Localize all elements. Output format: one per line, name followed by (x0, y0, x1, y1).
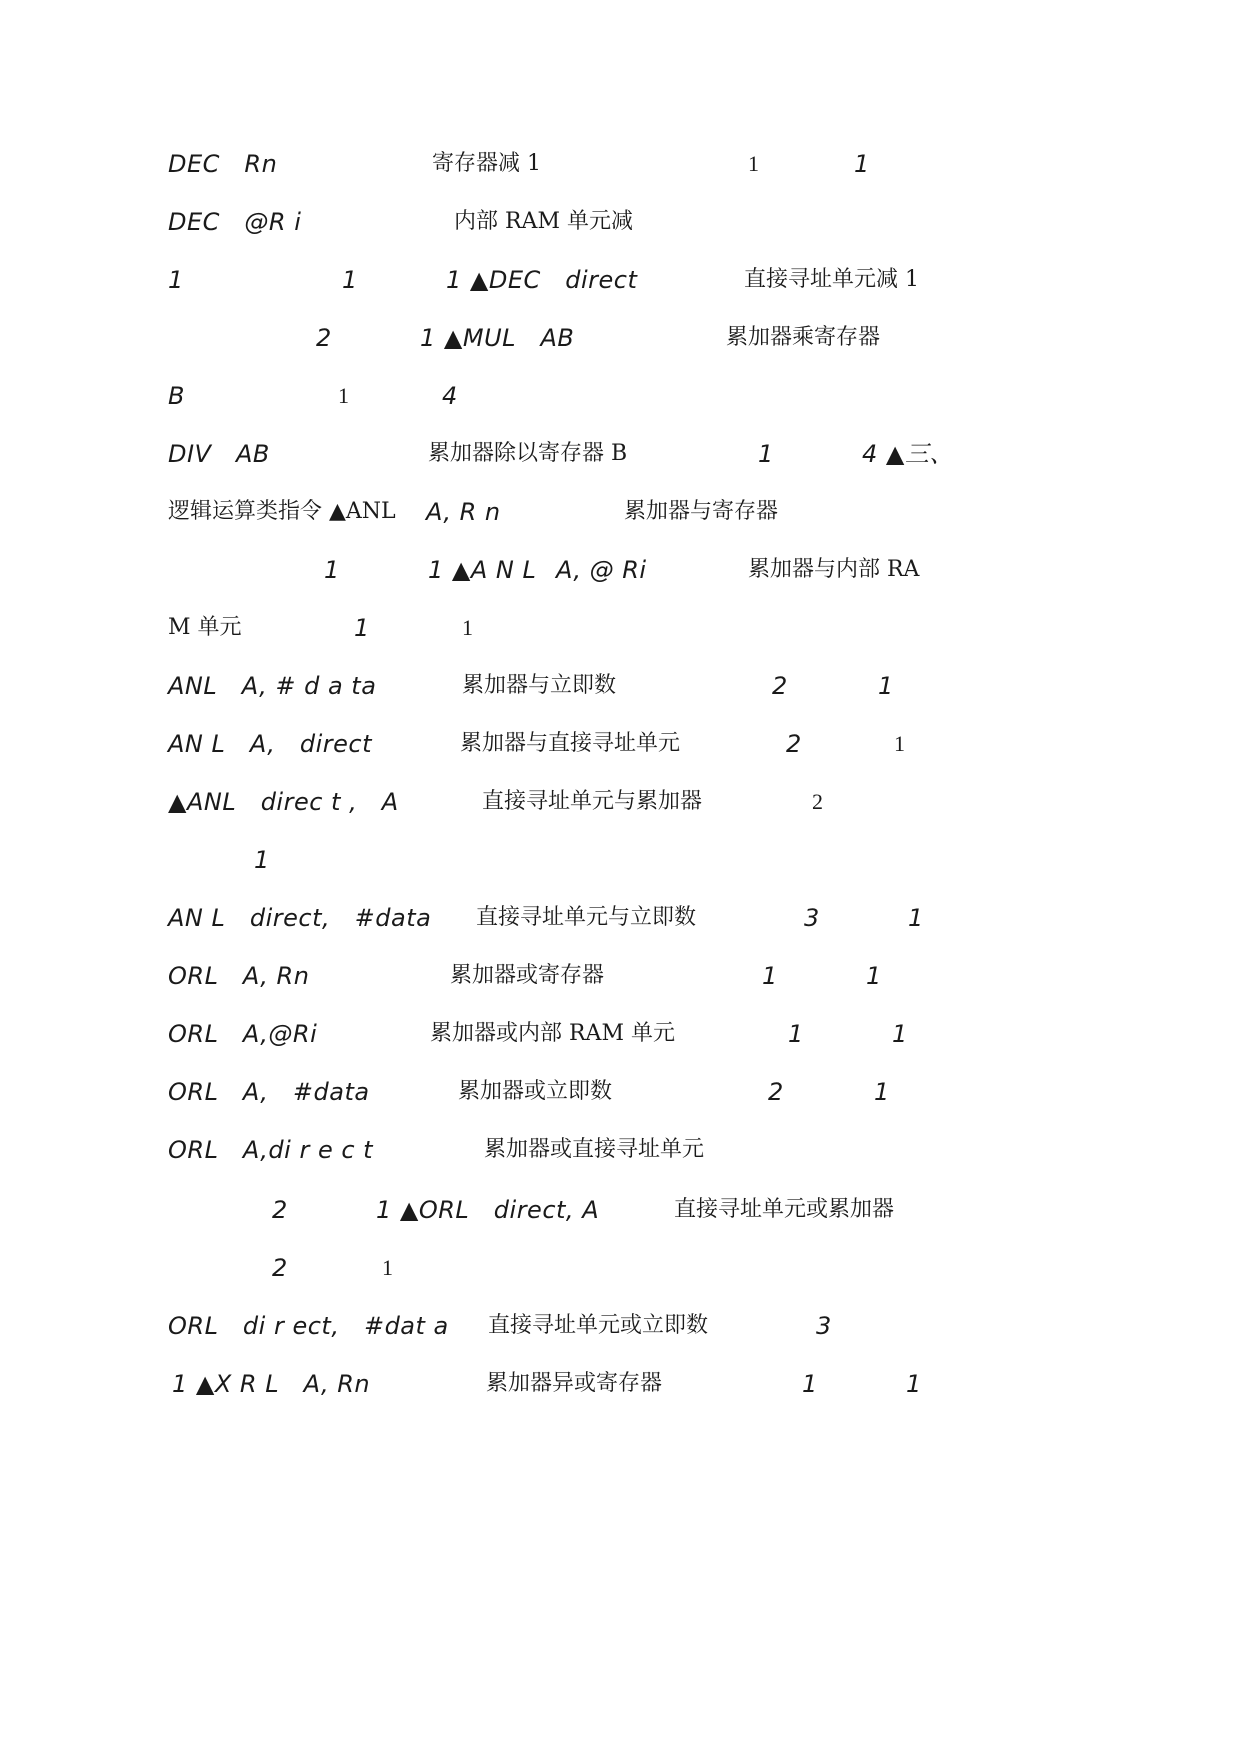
byte-count: 2 (812, 789, 828, 814)
instruction-mnemonic: DEC @R i (168, 208, 302, 236)
text-line (0, 434, 1241, 474)
text-line (0, 1072, 1241, 1112)
cycle-count: 1 (908, 904, 924, 932)
instruction-description: 累加器除以寄存器 B (428, 441, 628, 466)
cycle-count: 1 (342, 266, 358, 294)
byte-count: 2 (272, 1254, 288, 1282)
instruction-mnemonic: 1 ▲DEC direct (446, 266, 638, 294)
instruction-description: 累加器与直接寻址单元 (460, 731, 681, 756)
text-line (0, 666, 1241, 706)
instruction-description: 累加器或直接寻址单元 (484, 1137, 705, 1162)
cycle-count: 1 (878, 672, 894, 700)
cycle-count: 4 (442, 382, 458, 410)
cycle-count: 1 (462, 615, 478, 640)
instruction-description: 累加器或内部 RAM 单元 (430, 1021, 675, 1046)
cycle-count: 1 (906, 1370, 922, 1398)
instruction-mnemonic: 1 ▲X R L A, Rn (172, 1370, 371, 1398)
instruction-description: 累加器与内部 RA (748, 557, 920, 582)
text-line (0, 840, 1241, 880)
text-line (0, 1014, 1241, 1054)
byte-count: 1 (324, 556, 340, 584)
instruction-mnemonic: 1 ▲A N L (428, 556, 537, 584)
instruction-description: M 单元 (168, 615, 242, 640)
text-line (0, 1190, 1241, 1230)
byte-count: 2 (316, 324, 332, 352)
byte-count: 1 (168, 266, 184, 294)
byte-count: 2 (772, 672, 788, 700)
byte-count: 1 (354, 614, 370, 642)
text-line (0, 1248, 1241, 1288)
instruction-mnemonic: ORL A,@Ri (168, 1020, 318, 1048)
cycle-count: 1 (866, 962, 882, 990)
cycle-count: 1 (894, 731, 910, 756)
instruction-description: 累加器与立即数 (462, 673, 617, 698)
text-line (0, 202, 1241, 242)
text-line (0, 376, 1241, 416)
byte-count: 2 (786, 730, 802, 758)
instruction-description: 累加器异或寄存器 (486, 1371, 663, 1396)
byte-count: 2 (768, 1078, 784, 1106)
instruction-description: 直接寻址单元与累加器 (482, 789, 703, 814)
text-line (0, 608, 1241, 648)
instruction-description: 累加器或寄存器 (450, 963, 605, 988)
instruction-description: 累加器或立即数 (458, 1079, 613, 1104)
byte-count: 1 (338, 383, 354, 408)
cycle-count: 1 (854, 150, 870, 178)
instruction-description: 累加器与寄存器 (624, 499, 779, 524)
instruction-mnemonic: AN L direct, #data (168, 904, 432, 932)
text-line (0, 144, 1241, 184)
instruction-mnemonic: ORL A, #data (168, 1078, 370, 1106)
text-line (0, 956, 1241, 996)
text-line (0, 550, 1241, 590)
instruction-mnemonic: ANL A, # d a ta (168, 672, 377, 700)
instruction-mnemonic: ▲ANL direc t , A (168, 788, 399, 816)
instruction-description: B (168, 382, 185, 410)
cycle-count: 4 ▲三、 (862, 440, 954, 468)
byte-count: 1 (762, 962, 778, 990)
cycle-count: 1 (892, 1020, 908, 1048)
byte-count: 1 (788, 1020, 804, 1048)
cycle-count: 1 (254, 846, 270, 874)
cycle-count: 1 (382, 1255, 398, 1280)
byte-count: 1 (758, 440, 774, 468)
byte-count: 1 (748, 151, 764, 176)
instruction-description: 内部 RAM 单元减 (454, 209, 633, 234)
section-heading: 逻辑运算类指令 ▲ANL (168, 499, 396, 524)
instruction-description: 直接寻址单元与立即数 (476, 905, 697, 930)
instruction-description: 直接寻址单元减 1 (744, 267, 919, 292)
instruction-description: 寄存器减 1 (432, 151, 541, 176)
byte-count: 3 (816, 1312, 832, 1340)
instruction-mnemonic: 1 ▲ORL direct, A (376, 1196, 600, 1224)
cycle-count: 1 (874, 1078, 890, 1106)
instruction-operand: A, R n (426, 498, 501, 526)
byte-count: 2 (272, 1196, 288, 1224)
instruction-description: 累加器乘寄存器 (726, 325, 881, 350)
instruction-mnemonic: AN L A, direct (168, 730, 373, 758)
instruction-mnemonic: ORL A, Rn (168, 962, 310, 990)
text-line (0, 318, 1241, 358)
instruction-mnemonic: ORL di r ect, #dat a (168, 1312, 449, 1340)
text-line (0, 1306, 1241, 1346)
text-line (0, 898, 1241, 938)
instruction-description: 直接寻址单元或累加器 (674, 1197, 895, 1222)
byte-count: 1 (802, 1370, 818, 1398)
instruction-mnemonic: ORL A,di r e c t (168, 1136, 374, 1164)
text-line (0, 724, 1241, 764)
instruction-operand: A, @ Ri (556, 556, 647, 584)
instruction-mnemonic: DIV AB (168, 440, 270, 468)
instruction-mnemonic: DEC Rn (168, 150, 278, 178)
text-line (0, 1364, 1241, 1404)
text-line (0, 492, 1241, 532)
text-line (0, 782, 1241, 822)
text-line (0, 1130, 1241, 1170)
byte-count: 3 (804, 904, 820, 932)
instruction-mnemonic: 1 ▲MUL AB (420, 324, 575, 352)
text-line (0, 260, 1241, 300)
instruction-description: 直接寻址单元或立即数 (488, 1313, 709, 1338)
